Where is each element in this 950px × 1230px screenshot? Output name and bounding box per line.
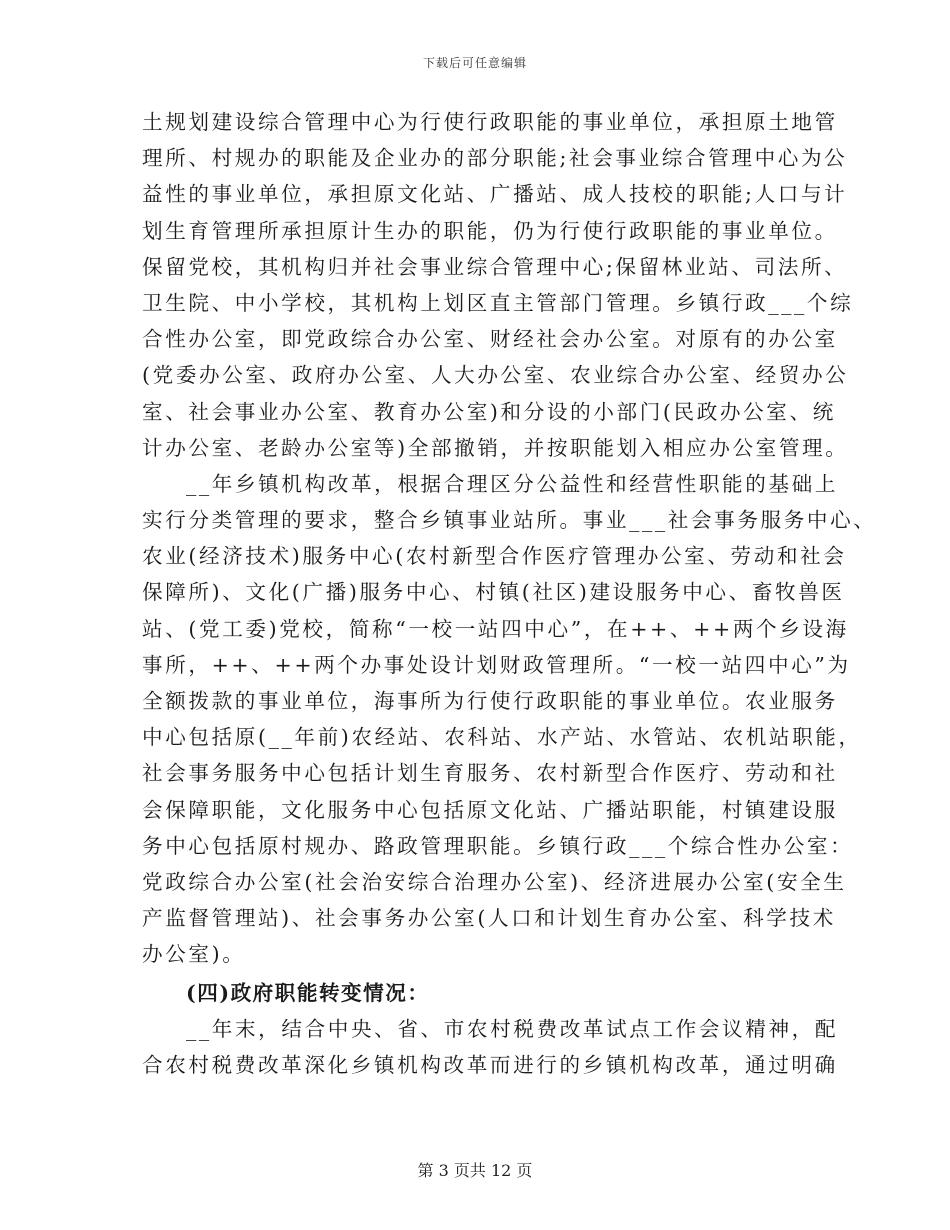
document-body <box>142 104 877 1083</box>
body-line: 划生育管理所承担原计生办的职能，仍为行使行政职能的事业单位。 <box>142 218 838 243</box>
body-line: 理所、村规办的职能及企业办的部分职能;社会事业综合管理中心为公 <box>142 146 848 171</box>
page-header-note: 下载后可任意编辑 <box>422 56 527 70</box>
body-line: 会保障职能，文化服务中心包括原文化站、广播站职能，村镇建设服 <box>142 797 838 822</box>
paragraph-start-line: __年末，结合中央、省、市农村税费改革试点工作会议精神，配 <box>186 1016 839 1041</box>
body-line: 务中心包括原村规办、路政管理职能。乡镇行政___个综合性办公室： <box>142 833 854 858</box>
body-line: 卫生院、中小学校，其机构上划区直主管部门管理。乡镇行政___个综 <box>142 290 854 315</box>
paragraph-start-line: __年乡镇机构改革，根据合理区分公益性和经营性职能的基础上 <box>186 471 839 496</box>
body-line: (党委办公室、政府办公室、人大办公室、农业综合办公室、经贸办公 <box>142 363 849 388</box>
body-line: 产监督管理站)、社会事务办公室(人口和计划生育办公室、科学技术 <box>142 906 836 931</box>
body-line: 农业(经济技术)服务中心(农村新型合作医疗管理办公室、劳动和社会 <box>142 544 847 569</box>
body-line: 益性的事业单位，承担原文化站、广播站、成人技校的职能;人口与计 <box>142 182 848 207</box>
body-line: 事所，++、++两个办事处设计划财政管理所。“一校一站四中心”为 <box>142 652 851 677</box>
section-heading: (四)政府职能转变情况： <box>186 980 430 1005</box>
page-number: 第 3 页共 12 页 <box>417 1161 533 1180</box>
body-line: 实行分类管理的要求，整合乡镇事业站所。事业___社会事务服务中心、 <box>142 508 877 533</box>
body-line: 土规划建设综合管理中心为行使行政职能的事业单位，承担原土地管 <box>142 110 838 134</box>
body-line: 党政综合办公室(社会治安综合治理办公室)、经济进展办公室(安全生 <box>142 869 847 894</box>
body-line: 全额拨款的事业单位，海事所为行使行政职能的事业单位。农业服务 <box>142 689 838 713</box>
body-line: 合农村税费改革深化乡镇机构改革而进行的乡镇机构改革，通过明确 <box>142 1052 838 1077</box>
body-line: 合性办公室，即党政综合办公室、财经社会办公室。对原有的办公室 <box>142 327 838 352</box>
body-line: 站、(党工委)党校，简称“一校一站四中心”，在++、++两个乡设海 <box>142 616 849 641</box>
body-line: 室、社会事业办公室、教育办公室)和分设的小部门(民政办公室、统 <box>142 399 836 424</box>
body-line: 保障所)、文化(广播)服务中心、村镇(社区)建设服务中心、畜牧兽医 <box>142 580 845 605</box>
body-line: 保留党校，其机构归并社会事业综合管理中心;保留林业站、司法所、 <box>142 254 848 279</box>
body-line: 中心包括原(__年前)农经站、农科站、水产站、水管站、农机站职能， <box>142 725 862 750</box>
body-line: 计办公室、老龄办公室等)全部撤销，并按职能划入相应办公室管理。 <box>142 435 849 460</box>
body-line: 社会事务服务中心包括计划生育服务、农村新型合作医疗、劳动和社 <box>142 761 838 786</box>
body-line: 办公室)。 <box>142 942 246 967</box>
